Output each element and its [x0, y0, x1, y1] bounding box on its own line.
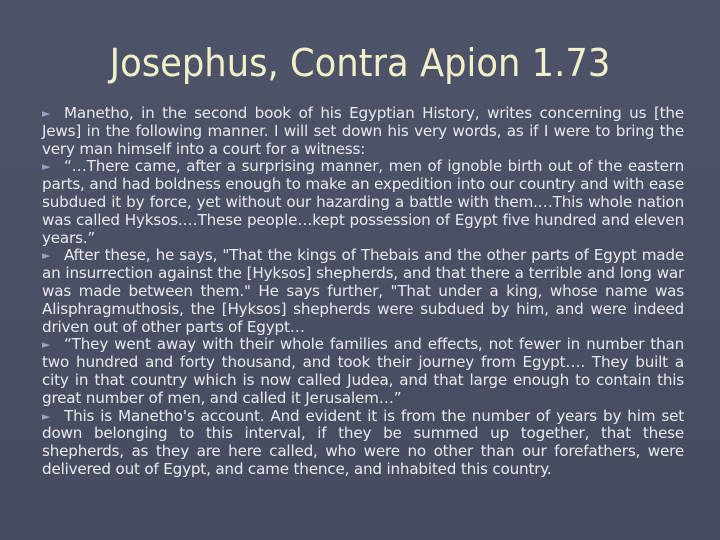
- paragraph-3: [42, 247, 684, 336]
- slide-body: [42, 105, 684, 479]
- paragraph-text: “They went away with their whole families and effects, not fewer in number than two hundred and forty thousand, and took their journey from Egypt…. They built a city in that country which is now called Judea, and that large enough to contain this great number of men, and called it Jerusalem…”: [42, 335, 684, 407]
- paragraph-5: [42, 408, 684, 479]
- slide-title: Josephus, Contra Apion 1.73: [109, 41, 611, 85]
- paragraph-2: [42, 158, 684, 247]
- paragraph-text: After these, he says, "That the kings of Thebais and the other parts of Egypt made an insurrection against the [Hyksos] shepherds, and that there a terrible and long war was made between them." He says further, "That under a king, whose name was Alisphragmuthosis, the [Hyksos] shepherds were subdued by him, and were indeed driven out of other parts of Egypt…: [42, 246, 684, 336]
- bullet-arrow-icon: ►: [42, 338, 51, 352]
- paragraph-text: “…There came, after a surprising manner, men of ignoble birth out of the eastern parts, and had boldness enough to make an expedition into our country and with ease subdued it by force, yet without our hazarding a battle with them.…This whole nation was called Hyksos.…These people…kept possession of Egypt five hundred and eleven years.”: [42, 157, 684, 247]
- bullet-arrow-icon: ►: [42, 249, 51, 263]
- bullet-arrow-icon: ►: [42, 409, 51, 423]
- bullet-arrow-icon: ►: [42, 107, 51, 120]
- paragraph-text: This is Manetho's account. And evident it is from the number of years by him set down belonging to this interval, if they be summed up together, that these shepherds, as they are here called, who were no other than our forefathers, were delivered out of Egypt, and came thence, and inhabited this country.: [42, 406, 684, 478]
- paragraph-4: [42, 336, 684, 407]
- bullet-arrow-icon: ►: [42, 160, 51, 174]
- paragraph-text: Manetho, in the second book of his Egyptian History, writes concerning us [the Jews] in the following manner. I will set down his very words, as if I were to bring the very man himself into a court for a witness:: [42, 104, 684, 158]
- paragraph-1: [42, 105, 684, 158]
